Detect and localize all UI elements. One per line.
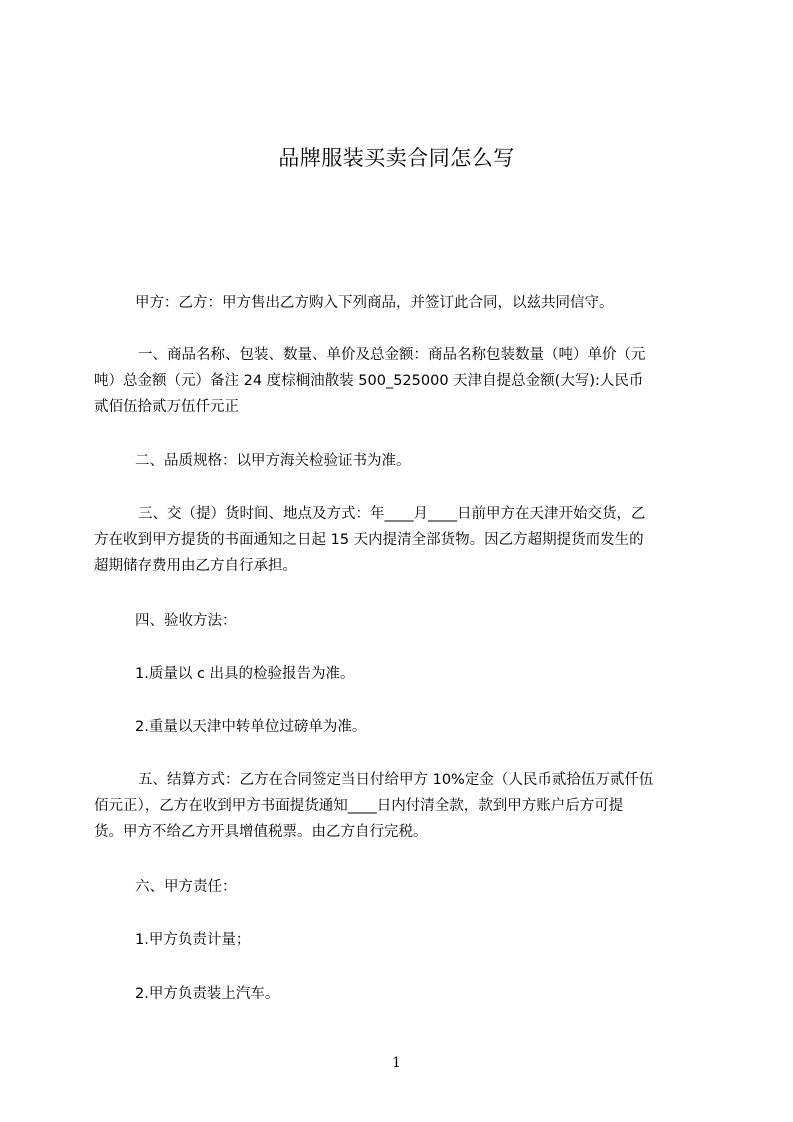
paragraph-line: 甲方：乙方：甲方售出乙方购入下列商品，并签订此合同，以兹共同信守。 (135, 295, 614, 311)
paragraph-line: 吨）总金额（元）备注 24 度棕榈油散装 500_525000 天津自提总金额(大写):人民币 (94, 373, 644, 389)
paragraph-delivery (94, 501, 699, 579)
paragraph-line: 六、甲方责任： (135, 879, 237, 895)
paragraph-quality (94, 448, 699, 474)
paragraph-line: 方在收到甲方提货的书面通知之日起 15 天内提清全部货物。因乙方超期提货而发生的 (94, 532, 644, 548)
page-number: 1 (392, 1055, 401, 1071)
paragraph-goods (94, 342, 699, 420)
paragraph-parties (94, 290, 699, 316)
paragraph-line: 1.甲方负责计量； (135, 932, 251, 948)
paragraph-inspection-1 (94, 661, 699, 687)
paragraph-line: 2.甲方负责装上汽车。 (135, 986, 280, 1002)
paragraph-duty-1 (94, 927, 699, 953)
paragraph-line: 佰元正），乙方在收到甲方书面提货通知____日内付清全款，款到甲方账户后方可提 (94, 798, 624, 814)
paragraph-line: 货。甲方不给乙方开具增值税票。由乙方自行完税。 (94, 824, 428, 840)
paragraph-line: 二、品质规格：以甲方海关检验证书为准。 (135, 453, 411, 469)
paragraph-party-a-duties (94, 874, 699, 900)
paragraph-line: 1.质量以 c 出具的检验报告为准。 (135, 666, 355, 682)
document-title: 品牌服装买卖合同怎么写 (278, 146, 515, 170)
paragraph-line: 贰佰伍拾贰万伍仟元正 (94, 399, 239, 415)
paragraph-line: 三、交（提）货时间、地点及方式：年____月____日前甲方在天津开始交货，乙 (138, 506, 646, 522)
paragraph-line: 四、验收方法： (135, 613, 237, 629)
paragraph-line: 2.重量以天津中转单位过磅单为准。 (135, 719, 367, 735)
paragraph-line: 一、商品名称、包装、数量、单价及总金额：商品名称包装数量（吨）单价（元 (138, 347, 646, 363)
paragraph-inspection (94, 608, 699, 634)
paragraph-duty-2 (94, 981, 699, 1007)
paragraph-line: 五、结算方式：乙方在合同签定当日付给甲方 10%定金（人民币贰拾伍万贰仟伍 (138, 772, 654, 788)
paragraph-inspection-2 (94, 714, 699, 740)
paragraph-settlement (94, 767, 699, 845)
paragraph-line: 超期储存费用由乙方自行承担。 (94, 558, 297, 574)
